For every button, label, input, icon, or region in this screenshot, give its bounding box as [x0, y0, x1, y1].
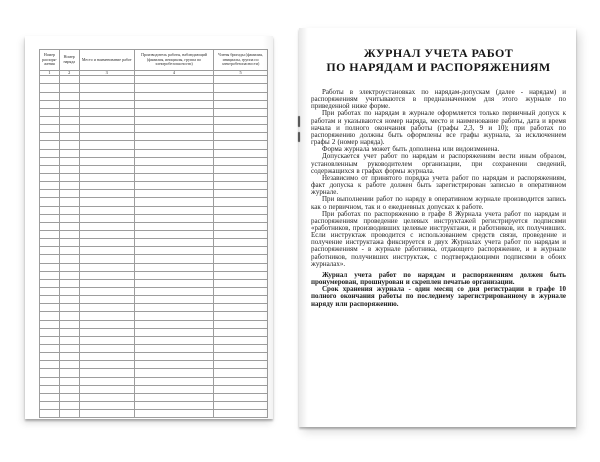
table-cell [40, 377, 60, 385]
table-row [40, 320, 268, 328]
table-cell [79, 369, 134, 377]
table-cell [79, 182, 134, 190]
table-cell [59, 92, 79, 100]
table-cell [59, 173, 79, 181]
table-cell [134, 287, 213, 295]
right-page [299, 28, 576, 427]
table-cell [214, 279, 268, 287]
table-cell [134, 344, 213, 352]
table-cell [59, 157, 79, 165]
table-cell [79, 239, 134, 247]
table-cell [79, 108, 134, 116]
table-cell [214, 377, 268, 385]
table-cell [214, 385, 268, 393]
column-header: Производитель работы, наблюдающий (фамилия, инициалы, группа по электробезопасности) [134, 50, 213, 71]
page-title [311, 46, 566, 74]
table-cell [59, 336, 79, 344]
table-cell [134, 401, 213, 409]
table-cell [59, 247, 79, 255]
column-number: 1 [40, 71, 60, 76]
table-cell [59, 125, 79, 133]
table-row [40, 304, 268, 312]
table-cell [59, 117, 79, 125]
table-row [40, 279, 268, 287]
table-cell [134, 157, 213, 165]
table-cell [214, 100, 268, 108]
column-number: 2 [59, 71, 79, 76]
table-row [40, 84, 268, 92]
table-cell [79, 401, 134, 409]
table-cell [214, 304, 268, 312]
table-row [40, 287, 268, 295]
table-cell [59, 214, 79, 222]
table-cell [59, 84, 79, 92]
table-cell [59, 165, 79, 173]
table-cell [214, 157, 268, 165]
table-cell [40, 141, 60, 149]
table-cell [40, 84, 60, 92]
table-cell [59, 401, 79, 409]
table-row [40, 222, 268, 230]
table-cell [59, 393, 79, 401]
table-cell [79, 76, 134, 84]
table-cell [214, 108, 268, 116]
table-cell [214, 222, 268, 230]
table-cell [214, 369, 268, 377]
table-row [40, 76, 268, 84]
table-cell [134, 336, 213, 344]
table-cell [214, 198, 268, 206]
table-cell [79, 141, 134, 149]
table-cell [214, 133, 268, 141]
table-cell [40, 320, 60, 328]
left-page [25, 36, 273, 419]
table-cell [79, 92, 134, 100]
table-cell [79, 393, 134, 401]
table-cell [134, 328, 213, 336]
table-row [40, 141, 268, 149]
table-cell [59, 377, 79, 385]
table-cell [214, 173, 268, 181]
table-cell [59, 312, 79, 320]
table-cell [59, 385, 79, 393]
table-cell [214, 296, 268, 304]
table-cell [79, 410, 134, 418]
table-cell [40, 304, 60, 312]
table-row [40, 361, 268, 369]
column-header: Место и наименование работ [79, 50, 134, 71]
table-cell [59, 206, 79, 214]
table-cell [134, 92, 213, 100]
table-cell [40, 336, 60, 344]
table-cell [214, 117, 268, 125]
table-cell [214, 230, 268, 238]
table-cell [40, 108, 60, 116]
table-cell [214, 76, 268, 84]
table-row [40, 198, 268, 206]
column-number: 3 [79, 71, 134, 76]
table-cell [40, 279, 60, 287]
table-cell [40, 190, 60, 198]
table-cell [214, 239, 268, 247]
table-row [40, 353, 268, 361]
table-cell [134, 84, 213, 92]
table-cell [134, 100, 213, 108]
table-cell [40, 76, 60, 84]
table-cell [40, 92, 60, 100]
table-cell [59, 182, 79, 190]
table-row [40, 214, 268, 222]
table-cell [79, 198, 134, 206]
table-cell [134, 173, 213, 181]
column-number: 4 [134, 71, 213, 76]
table-cell [79, 385, 134, 393]
table-cell [214, 361, 268, 369]
table-cell [40, 296, 60, 304]
table-cell [214, 190, 268, 198]
staple-icon [298, 132, 300, 142]
table-cell [79, 100, 134, 108]
table-cell [40, 353, 60, 361]
table-body [40, 76, 268, 418]
table-cell [214, 353, 268, 361]
table-cell [214, 125, 268, 133]
table-row [40, 328, 268, 336]
table-cell [59, 149, 79, 157]
table-cell [79, 287, 134, 295]
table-row [40, 117, 268, 125]
table-cell [40, 239, 60, 247]
table-cell [214, 255, 268, 263]
table-row [40, 173, 268, 181]
table-row [40, 401, 268, 409]
table-cell [59, 230, 79, 238]
table-cell [59, 361, 79, 369]
table-cell [40, 149, 60, 157]
paragraph: При работах по распоряжению в графе 8 Журнала учета работ по нарядам и распоряжениям проведение целевых инструктажей регистрируется подписями «работников, производивших целевые инструктажи, и работников, их получивших. Если инструктаж проводится с использованием средств связи, проведение и получение инструктажа фиксируется в двух Журналах учета работ по нарядам и распоряжениям - в журнале работника, отдающего распоряжение, и в журнале работников, получивших инструктаж, с подтверждающими подписями в обоих журналах». [311, 209, 566, 268]
table-cell [134, 263, 213, 271]
table-cell [134, 296, 213, 304]
table-cell [134, 125, 213, 133]
table-cell [40, 222, 60, 230]
table-cell [79, 190, 134, 198]
table-cell [134, 353, 213, 361]
table-row [40, 100, 268, 108]
table-cell [214, 393, 268, 401]
table-row [40, 190, 268, 198]
table-cell [134, 182, 213, 190]
table-row [40, 336, 268, 344]
table-cell [40, 206, 60, 214]
table-cell [59, 320, 79, 328]
table-cell [134, 385, 213, 393]
table-cell [79, 222, 134, 230]
table-cell [79, 157, 134, 165]
table-cell [214, 206, 268, 214]
table-cell [40, 198, 60, 206]
table-cell [40, 230, 60, 238]
table-row [40, 344, 268, 352]
table-cell [134, 239, 213, 247]
table-cell [134, 304, 213, 312]
table-row [40, 125, 268, 133]
table-cell [214, 328, 268, 336]
table-cell [59, 100, 79, 108]
column-number: 5 [214, 71, 268, 76]
table-cell [134, 320, 213, 328]
table-cell [40, 401, 60, 409]
table-cell [40, 247, 60, 255]
paragraph: Журнал учета работ по нарядам и распоряжениям должен быть пронумерован, прошнурован и скреплен печатью организации. [311, 270, 566, 287]
paragraph: Форма журнала может быть дополнена или видоизменена. [322, 145, 500, 154]
table-cell [40, 287, 60, 295]
table-row [40, 247, 268, 255]
table-cell [59, 239, 79, 247]
table-row [40, 165, 268, 173]
table-cell [40, 361, 60, 369]
work-log-table [39, 49, 268, 418]
table-cell [79, 247, 134, 255]
paragraph: Независимо от принятого порядка учета работ по нарядам и распоряжениям, факт допуска к работе должен быть зарегистрирован записью в оперативном журнале. [311, 173, 566, 197]
table-cell [214, 336, 268, 344]
table-row [40, 263, 268, 271]
table-cell [79, 328, 134, 336]
table-cell [59, 369, 79, 377]
table-cell [214, 410, 268, 418]
table-cell [40, 182, 60, 190]
table-cell [40, 173, 60, 181]
table-cell [134, 312, 213, 320]
table-cell [59, 108, 79, 116]
table-row [40, 271, 268, 279]
table-cell [79, 353, 134, 361]
table-row [40, 206, 268, 214]
table-row [40, 385, 268, 393]
table-cell [214, 214, 268, 222]
table-cell [214, 344, 268, 352]
column-header: Номер наряда [59, 50, 79, 71]
table-cell [134, 279, 213, 287]
table-cell [79, 296, 134, 304]
paragraph: При выполнении работ по наряду в оперативном журнале производится запись как о первичном, так и о ежедневных допусках к работе. [311, 195, 566, 211]
table-cell [79, 304, 134, 312]
table-cell [40, 344, 60, 352]
table-cell [40, 255, 60, 263]
table-cell [214, 320, 268, 328]
table-row [40, 133, 268, 141]
table-cell [79, 344, 134, 352]
staple-icon [298, 116, 300, 127]
table-cell [134, 271, 213, 279]
table-cell [79, 320, 134, 328]
table-cell [79, 214, 134, 222]
table-cell [59, 198, 79, 206]
table-row [40, 312, 268, 320]
table-cell [214, 92, 268, 100]
table-cell [79, 263, 134, 271]
table-cell [134, 133, 213, 141]
table-cell [214, 141, 268, 149]
table-row [40, 239, 268, 247]
table-cell [59, 255, 79, 263]
table-cell [134, 393, 213, 401]
table-row [40, 92, 268, 100]
table-cell [40, 369, 60, 377]
table-cell [134, 247, 213, 255]
table-cell [40, 100, 60, 108]
table-cell [134, 255, 213, 263]
table-cell [214, 84, 268, 92]
table-cell [59, 296, 79, 304]
table-cell [40, 328, 60, 336]
table-cell [214, 182, 268, 190]
table-cell [214, 312, 268, 320]
table-cell [134, 117, 213, 125]
table-cell [134, 76, 213, 84]
table-cell [134, 377, 213, 385]
table-cell [134, 198, 213, 206]
table-cell [40, 312, 60, 320]
table-cell [134, 222, 213, 230]
table-cell [79, 230, 134, 238]
table-cell [59, 287, 79, 295]
table-cell [40, 117, 60, 125]
table-cell [59, 344, 79, 352]
table-cell [59, 263, 79, 271]
table-cell [134, 410, 213, 418]
table-cell [59, 271, 79, 279]
table-row [40, 369, 268, 377]
paragraph: Срок хранения журнала - один месяц со дня регистрации в графе 10 полного окончания работы по последнему зарегистрированному в журнале наряду или распоряжению. [311, 285, 566, 308]
table-cell [214, 247, 268, 255]
paragraph: Работы в электроустановках по нарядам-допускам (далее - нарядам) и распоряжениям учитываются в предназначенном для этого журнале по приведенной ниже форме. [311, 88, 566, 111]
table-cell [79, 117, 134, 125]
table-cell [79, 173, 134, 181]
table-cell [59, 353, 79, 361]
table-cell [59, 133, 79, 141]
table-cell [134, 206, 213, 214]
table-row [40, 377, 268, 385]
table-cell [59, 222, 79, 230]
table-cell [59, 190, 79, 198]
table-cell [40, 133, 60, 141]
table-cell [79, 206, 134, 214]
table-header-row [40, 50, 268, 71]
instruction-text [311, 89, 566, 308]
table-cell [59, 328, 79, 336]
table-row [40, 230, 268, 238]
table-cell [134, 165, 213, 173]
table-cell [79, 279, 134, 287]
table-cell [40, 263, 60, 271]
table-cell [40, 385, 60, 393]
table-cell [134, 230, 213, 238]
table-cell [214, 287, 268, 295]
right-page-content [311, 46, 566, 308]
table-cell [79, 377, 134, 385]
table-cell [134, 190, 213, 198]
table-cell [59, 76, 79, 84]
table-row [40, 410, 268, 418]
table-row [40, 149, 268, 157]
table-cell [40, 157, 60, 165]
table-row [40, 108, 268, 116]
table-row [40, 182, 268, 190]
table-cell [134, 108, 213, 116]
table-cell [59, 141, 79, 149]
table-cell [59, 304, 79, 312]
table-row [40, 157, 268, 165]
table-cell [79, 271, 134, 279]
table-cell [79, 149, 134, 157]
table-cell [214, 263, 268, 271]
table-cell [79, 133, 134, 141]
paragraph: При работах по нарядам в журнале оформляется только первичный допуск к работам и указываются номер наряда, место и наименование работы, дата и время начала и полного окончания работы (графы 2,3, 9 и 10); при работах по распоряжению должны быть оформлены все графы журнала, за исключением графы 2 (номер наряда). [311, 109, 566, 147]
table-cell [79, 165, 134, 173]
table-cell [134, 149, 213, 157]
table-cell [214, 165, 268, 173]
table-cell [79, 125, 134, 133]
table-cell [59, 279, 79, 287]
table-cell [134, 214, 213, 222]
table-cell [40, 165, 60, 173]
table-cell [79, 84, 134, 92]
page-title-line1: ЖУРНАЛ УЧЕТА РАБОТ [363, 46, 514, 60]
table-cell [59, 410, 79, 418]
table-cell [40, 410, 60, 418]
table-cell [214, 149, 268, 157]
table-cell [214, 401, 268, 409]
page-title-line2: ПО НАРЯДАМ И РАСПОРЯЖЕНИЯМ [326, 60, 551, 74]
table-row [40, 393, 268, 401]
table-cell [40, 214, 60, 222]
table-row [40, 255, 268, 263]
paragraph: Допускается учет работ по нарядам и распоряжениям вести иным образом, установленным руководителем организации, при сохранении сведений, содержащихся в графах формы журнала. [311, 152, 566, 175]
table-cell [79, 336, 134, 344]
table-cell [40, 125, 60, 133]
table-cell [79, 312, 134, 320]
table-cell [134, 369, 213, 377]
table-cell [214, 271, 268, 279]
column-header: Члены бригады (фамилия, инициалы, группа по электробезопасности) [214, 50, 268, 71]
table-cell [134, 361, 213, 369]
table-cell [40, 393, 60, 401]
table-cell [79, 255, 134, 263]
table-cell [40, 271, 60, 279]
column-header: Номер распоря-жения [40, 50, 60, 71]
table-cell [134, 141, 213, 149]
table-cell [79, 361, 134, 369]
table-row [40, 296, 268, 304]
